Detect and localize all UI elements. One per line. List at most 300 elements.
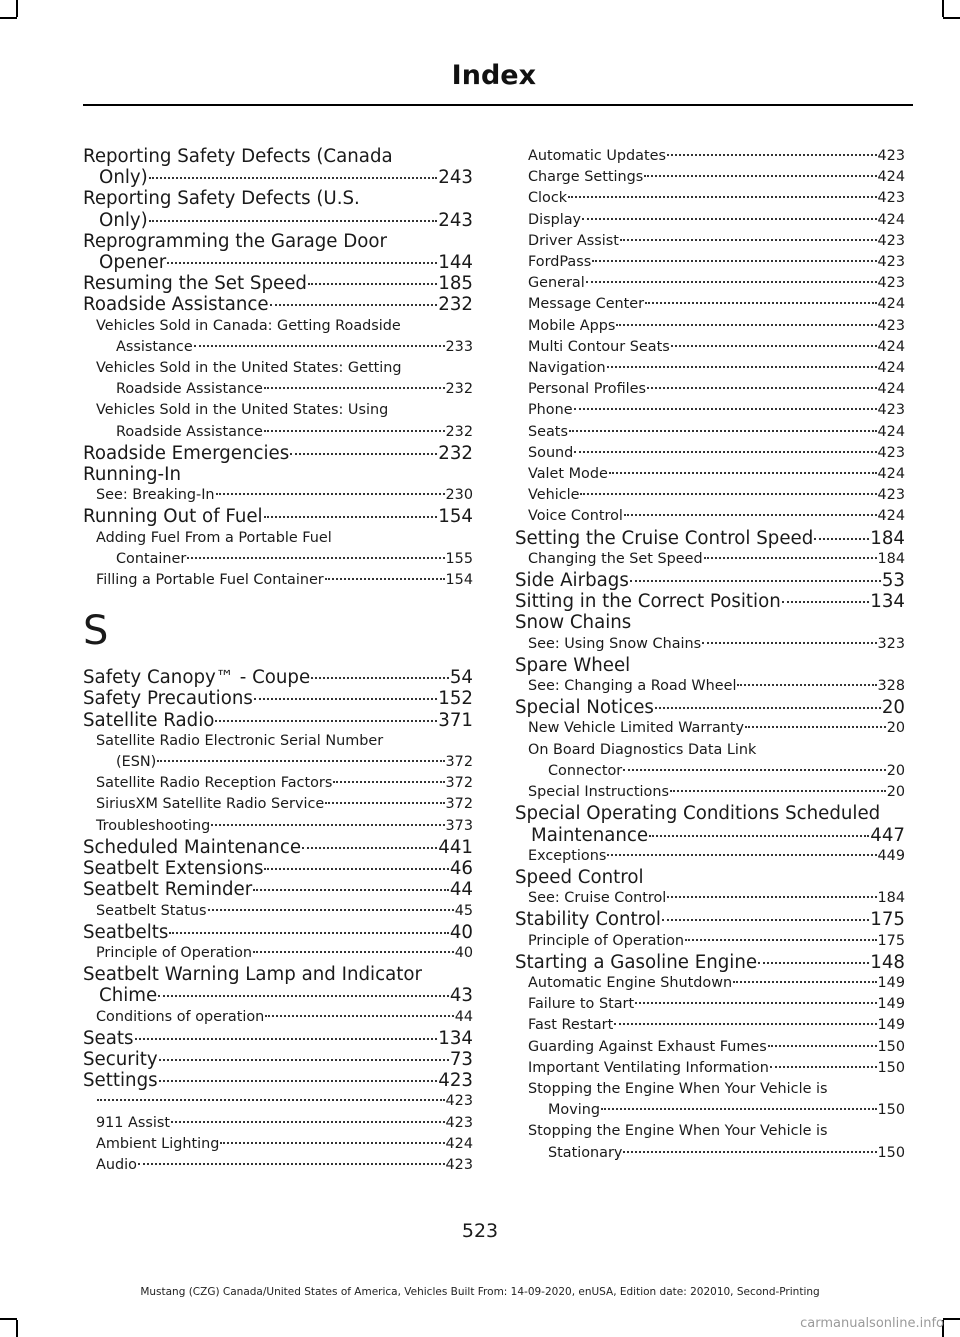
page-reference-link[interactable]: 150	[877, 1038, 905, 1055]
page-reference-link[interactable]: 424	[445, 1135, 473, 1152]
entry-label: New Vehicle Limited Warranty	[528, 720, 745, 737]
index-subentry[interactable]	[528, 464, 905, 485]
index-subentry[interactable]	[528, 846, 905, 867]
page-reference-link[interactable]: 423	[877, 402, 905, 419]
page-reference-link[interactable]: 373	[445, 817, 473, 834]
page-title: Index	[451, 60, 536, 91]
index-subentry[interactable]	[528, 231, 905, 252]
page-reference-link[interactable]: 423	[877, 232, 905, 249]
index-subentry[interactable]	[96, 528, 473, 570]
entry-label: Safety Canopy™ - Coupe	[83, 667, 311, 689]
index-subentry[interactable]	[528, 1015, 905, 1036]
entry-label: Container	[116, 550, 187, 567]
entry-label: Settings	[83, 1070, 158, 1092]
index-entry[interactable]	[83, 1070, 473, 1091]
page-reference-link[interactable]: 134	[870, 591, 905, 613]
index-entry[interactable]	[83, 688, 473, 709]
dot-leader	[667, 154, 877, 156]
page-reference-link[interactable]: 424	[877, 211, 905, 228]
dot-leader	[574, 408, 877, 410]
dot-leader	[704, 557, 877, 559]
index-subentry[interactable]	[528, 1079, 905, 1121]
entry-label: Navigation	[528, 360, 606, 377]
index-subentry[interactable]	[528, 1037, 905, 1058]
page-reference-link[interactable]: 423	[877, 487, 905, 504]
entry-text-line: On Board Diagnostics Data Link	[528, 741, 757, 758]
page-reference-link[interactable]: 184	[877, 550, 905, 567]
page-reference-link[interactable]: 150	[877, 1059, 905, 1076]
entry-label: Running Out of Fuel	[83, 506, 263, 528]
entry-label: SiriusXM Satellite Radio Service	[96, 796, 325, 813]
dot-leader	[645, 302, 876, 304]
page-reference-link[interactable]: 423	[445, 1093, 473, 1110]
entry-label: Seatbelt Status	[96, 902, 207, 919]
dot-leader	[253, 951, 454, 953]
page-reference-link[interactable]: 154	[445, 572, 473, 589]
index-entry[interactable]	[83, 1028, 473, 1049]
index-entry[interactable]	[83, 922, 473, 943]
index-subentry[interactable]	[528, 676, 905, 697]
entry-label: (ESN)	[116, 754, 157, 771]
dot-leader	[733, 981, 876, 983]
entry-label: Special Instructions	[528, 784, 669, 801]
index-subentry[interactable]	[528, 740, 905, 782]
page-reference-link[interactable]: 232	[438, 294, 473, 316]
entry-label: Display	[528, 211, 582, 228]
index-subentry[interactable]	[528, 379, 905, 400]
page-reference-link[interactable]: 328	[877, 678, 905, 695]
page-reference-link[interactable]: 424	[877, 423, 905, 440]
index-entry[interactable]	[515, 803, 905, 845]
index-subentry[interactable]	[528, 188, 905, 209]
edition-info: Mustang (CZG) Canada/United States of America, Vehicles Built From: 14-09-2020, enUSA, Edition date: 202010, Second-Printing	[140, 1286, 820, 1298]
entry-label: Failure to Start	[528, 996, 635, 1013]
dot-leader	[211, 824, 444, 826]
dot-leader	[574, 451, 876, 453]
index-entry[interactable]	[515, 570, 905, 591]
index-subentry[interactable]	[528, 485, 905, 506]
dot-leader	[149, 220, 438, 222]
index-subentry[interactable]	[96, 773, 473, 794]
dot-leader	[614, 1023, 876, 1025]
index-entry[interactable]	[83, 273, 473, 294]
dot-leader	[254, 698, 437, 700]
entry-label: Roadside Assistance	[83, 294, 269, 316]
entry-label: Running-In	[83, 464, 181, 486]
index-subentry[interactable]	[96, 1113, 473, 1134]
page-reference-link[interactable]: 371	[438, 709, 473, 731]
index-entry[interactable]	[83, 146, 473, 188]
dot-leader	[264, 516, 438, 518]
page-reference-link[interactable]: 423	[877, 275, 905, 292]
page-reference-link[interactable]: 423	[877, 254, 905, 271]
page-reference-link[interactable]: 148	[870, 951, 905, 973]
page-reference-link[interactable]: 185	[438, 273, 473, 295]
page-reference-link[interactable]: 20	[886, 784, 905, 801]
entry-label: Starting a Gasoline Engine	[515, 951, 758, 973]
entry-label: Filling a Portable Fuel Container	[96, 572, 324, 589]
dot-leader	[768, 1045, 877, 1047]
index-subentry[interactable]	[96, 901, 473, 922]
index-subentry[interactable]	[96, 358, 473, 400]
watermark: carmanualsonline.info	[800, 1316, 944, 1331]
index-subentry[interactable]	[528, 146, 905, 167]
page-reference-link[interactable]: 44	[454, 1008, 473, 1025]
dot-leader	[302, 847, 437, 849]
page-reference-link[interactable]: 233	[445, 338, 473, 355]
entry-label: Seats	[528, 423, 568, 440]
entry-text-line: Stopping the Engine When Your Vehicle is	[528, 1123, 828, 1140]
page-number: 523	[461, 1220, 499, 1242]
index-entry[interactable]	[515, 697, 905, 718]
page-reference-link[interactable]: 243	[438, 209, 473, 231]
entry-label: Mobile Apps	[528, 317, 616, 334]
dot-leader	[580, 493, 876, 495]
entry-label: See: Using Snow Chains	[528, 635, 702, 652]
page-reference-link[interactable]: 423	[877, 148, 905, 164]
page-reference-link[interactable]: 423	[877, 190, 905, 207]
index-entry[interactable]	[83, 667, 473, 688]
index-entry[interactable]	[83, 464, 473, 485]
page-reference-link[interactable]: 40	[454, 944, 473, 961]
page-reference-link[interactable]: 424	[877, 360, 905, 377]
dot-leader	[157, 760, 444, 762]
entry-label: Scheduled Maintenance	[83, 836, 302, 858]
dot-leader	[620, 239, 877, 241]
entry-label: Clock	[528, 190, 568, 207]
dot-leader	[758, 962, 869, 964]
entry-label: Personal Profiles	[528, 381, 646, 398]
dot-leader	[623, 769, 885, 771]
entry-label: Changing the Set Speed	[528, 550, 703, 567]
page-reference-link[interactable]: 424	[877, 381, 905, 398]
entry-label: Setting the Cruise Control Speed	[515, 527, 814, 549]
entry-label: Moving	[548, 1102, 600, 1119]
page-reference-link[interactable]: 20	[886, 720, 905, 737]
page-reference-link[interactable]: 372	[445, 775, 473, 792]
index-entry[interactable]	[515, 612, 905, 633]
entry-label: Speed Control	[515, 866, 644, 888]
page-reference-link[interactable]: 53	[881, 570, 905, 592]
entry-label: Stationary	[548, 1144, 623, 1161]
entry-label: Multi Contour Seats	[528, 338, 670, 355]
index-subentry[interactable]	[528, 1121, 905, 1163]
dot-leader	[616, 324, 876, 326]
entry-label: Ambient Lighting	[96, 1135, 220, 1152]
dot-leader	[662, 919, 869, 921]
page-reference-link[interactable]: 372	[445, 754, 473, 771]
entry-label: Troubleshooting	[96, 817, 211, 834]
index-subentry[interactable]	[96, 731, 473, 773]
page-reference-link[interactable]: 449	[877, 847, 905, 864]
index-entry[interactable]	[83, 1049, 473, 1070]
page-reference-link[interactable]: 149	[877, 974, 905, 991]
entry-label: Fast Restart	[528, 1017, 614, 1034]
index-subentry[interactable]	[528, 273, 905, 294]
dot-leader	[135, 1038, 438, 1040]
entry-label: General	[528, 275, 585, 292]
entry-label: See: Breaking-In	[96, 487, 215, 504]
index-subentry[interactable]	[96, 1091, 473, 1112]
page-reference-link[interactable]: 154	[438, 506, 473, 528]
index-subentry[interactable]	[96, 943, 473, 964]
index-subentry[interactable]	[528, 931, 905, 952]
section-letter: S	[83, 608, 109, 655]
page-reference-link[interactable]: 144	[438, 252, 473, 274]
index-subentry[interactable]	[96, 485, 473, 506]
index-subentry[interactable]	[528, 422, 905, 443]
entry-label: Side Airbags	[515, 570, 629, 592]
page-reference-link[interactable]: 43	[449, 985, 473, 1007]
dot-leader	[220, 1142, 444, 1144]
entry-text-line: Reporting Safety Defects (Canada	[83, 146, 393, 167]
index-subentry[interactable]	[96, 316, 473, 358]
entry-label: Valet Mode	[528, 466, 608, 483]
page-reference-link[interactable]: 424	[877, 296, 905, 313]
crop-mark-bottom-left-h	[0, 1318, 17, 1320]
index-subentry[interactable]	[528, 167, 905, 188]
dot-leader	[159, 1059, 449, 1061]
dot-leader	[325, 578, 445, 580]
dot-leader	[264, 868, 448, 870]
page-reference-link[interactable]: 134	[438, 1027, 473, 1049]
page-reference-link[interactable]: 184	[877, 890, 905, 907]
entry-label: Seatbelt Reminder	[83, 879, 253, 901]
dot-leader	[745, 726, 886, 728]
dot-leader	[569, 430, 877, 432]
page-reference-link[interactable]: 243	[438, 167, 473, 189]
index-subentry[interactable]	[96, 1155, 473, 1176]
entry-label: Principle of Operation	[528, 932, 684, 949]
page-reference-link[interactable]: 424	[877, 338, 905, 355]
entry-label: Seats	[83, 1027, 134, 1049]
index-subentry[interactable]	[528, 337, 905, 358]
dot-leader	[325, 802, 444, 804]
page-reference-link[interactable]: 423	[438, 1070, 473, 1092]
page-reference-link[interactable]: 44	[449, 879, 473, 901]
page-reference-link[interactable]: 447	[870, 824, 905, 846]
page-reference-link[interactable]: 441	[438, 836, 473, 858]
index-entry[interactable]	[515, 909, 905, 930]
index-subentry[interactable]	[528, 1058, 905, 1079]
entry-label: Roadside Emergencies	[83, 442, 290, 464]
index-subentry[interactable]	[528, 994, 905, 1015]
dot-leader	[97, 1099, 445, 1101]
dot-leader	[737, 684, 876, 686]
index-entry[interactable]	[83, 294, 473, 315]
index-subentry[interactable]	[96, 570, 473, 591]
dot-leader	[782, 601, 870, 603]
header-divider	[83, 104, 913, 106]
index-subentry[interactable]	[528, 634, 905, 655]
entry-label: Chime	[99, 985, 158, 1007]
dot-leader	[171, 1121, 445, 1123]
dot-leader	[649, 835, 869, 837]
page-reference-link[interactable]: 150	[877, 1102, 905, 1119]
index-subentry[interactable]	[528, 782, 905, 803]
dot-leader	[592, 260, 876, 262]
page-reference-link[interactable]: 152	[438, 688, 473, 710]
page-reference-link[interactable]: 149	[877, 1017, 905, 1034]
entry-label: Opener	[99, 252, 167, 274]
entry-label: Automatic Engine Shutdown	[528, 974, 733, 991]
page-reference-link[interactable]: 423	[877, 444, 905, 461]
page-reference-link[interactable]: 175	[877, 932, 905, 949]
index-subentry[interactable]	[528, 358, 905, 379]
entry-label: Message Center	[528, 296, 645, 313]
entry-label: Security	[83, 1048, 158, 1070]
index-entry[interactable]	[83, 231, 473, 273]
index-subentry[interactable]	[528, 210, 905, 231]
index-subentry[interactable]	[528, 443, 905, 464]
entry-label: See: Cruise Control	[528, 890, 667, 907]
page-reference-link[interactable]: 232	[438, 442, 473, 464]
page-reference-link[interactable]: 232	[445, 381, 473, 398]
dot-leader	[623, 1151, 876, 1153]
entry-label: 911 Assist	[96, 1114, 171, 1131]
index-subentry[interactable]	[96, 1134, 473, 1155]
dot-leader	[311, 677, 449, 679]
index-subentry[interactable]	[528, 316, 905, 337]
page-reference-link[interactable]: 150	[877, 1144, 905, 1161]
index-entry[interactable]	[83, 879, 473, 900]
page-reference-link[interactable]: 184	[870, 527, 905, 549]
page-reference-link[interactable]: 423	[877, 317, 905, 334]
entry-label: Principle of Operation	[96, 944, 252, 961]
dot-leader	[770, 1066, 877, 1068]
entry-label: Driver Assist	[528, 232, 619, 249]
dot-leader	[702, 642, 876, 644]
entry-text-line: Seatbelt Warning Lamp and Indicator	[83, 964, 422, 986]
page-reference-link[interactable]: 424	[877, 508, 905, 525]
index-entry[interactable]	[515, 591, 905, 612]
index-entry[interactable]	[515, 867, 905, 888]
entry-text-line: Adding Fuel From a Portable Fuel	[96, 529, 332, 546]
entry-label: Assistance	[116, 338, 193, 355]
entry-label: Voice Control	[528, 508, 623, 525]
dot-leader	[264, 430, 445, 432]
dot-leader	[333, 781, 444, 783]
index-entry[interactable]	[515, 528, 905, 549]
index-entry[interactable]	[83, 443, 473, 464]
crop-mark-top-left-v	[16, 0, 18, 17]
dot-leader	[670, 790, 886, 792]
dot-leader	[655, 707, 881, 709]
entry-text-line: Stopping the Engine When Your Vehicle is	[528, 1080, 828, 1097]
entry-text-line: Vehicles Sold in the United States: Using	[96, 402, 389, 419]
entry-label: FordPass	[528, 254, 592, 271]
page-reference-link[interactable]: 155	[445, 550, 473, 567]
index-subentry[interactable]	[528, 294, 905, 315]
entry-label: Seatbelt Extensions	[83, 858, 264, 880]
index-entry[interactable]	[83, 188, 473, 230]
index-entry[interactable]	[83, 710, 473, 731]
dot-leader	[582, 218, 876, 220]
index-entry[interactable]	[515, 952, 905, 973]
page-reference-link[interactable]: 175	[870, 909, 905, 931]
page-reference-link[interactable]: 230	[445, 487, 473, 504]
page-reference-link[interactable]: 20	[886, 762, 905, 779]
dot-leader	[169, 932, 448, 934]
index-entry[interactable]	[83, 506, 473, 527]
index-subentry[interactable]	[96, 794, 473, 815]
page-reference-link[interactable]: 323	[877, 635, 905, 652]
index-entry[interactable]	[515, 655, 905, 676]
crop-mark-bottom-right-h	[943, 1318, 960, 1320]
entry-text-line: Vehicles Sold in the United States: Getting	[96, 360, 402, 377]
entry-label: Charge Settings	[528, 169, 644, 186]
dot-leader	[270, 304, 438, 306]
entry-text-line: Reporting Safety Defects (U.S.	[83, 188, 360, 210]
index-subentry[interactable]	[528, 549, 905, 570]
index-entry[interactable]	[83, 858, 473, 879]
dot-leader	[187, 557, 444, 559]
page-reference-link[interactable]: 372	[445, 796, 473, 813]
entry-label: Exceptions	[528, 847, 607, 864]
entry-label: Automatic Updates	[528, 148, 666, 164]
dot-leader	[264, 387, 445, 389]
index-subentry[interactable]	[96, 400, 473, 442]
dot-leader	[667, 896, 876, 898]
index-subentry[interactable]	[528, 506, 905, 527]
page-reference-link[interactable]: 232	[445, 423, 473, 440]
entry-label: Phone	[528, 402, 573, 419]
dot-leader	[635, 1002, 876, 1004]
dot-leader	[159, 1080, 438, 1082]
dot-leader	[814, 538, 869, 540]
page-reference-link[interactable]: 45	[454, 902, 473, 919]
dot-leader	[253, 889, 449, 891]
page-reference-link[interactable]: 54	[449, 667, 473, 689]
dot-leader	[630, 580, 881, 582]
entry-label: Special Notices	[515, 697, 654, 719]
crop-mark-bottom-left-v	[16, 1320, 18, 1337]
entry-label: Vehicle	[528, 487, 580, 504]
index-entry[interactable]	[83, 837, 473, 858]
dot-leader	[624, 514, 877, 516]
page-reference-link[interactable]: 423	[445, 1156, 473, 1173]
page-reference-link[interactable]: 46	[449, 858, 473, 880]
page-reference-link[interactable]: 423	[445, 1114, 473, 1131]
index-subentry[interactable]	[528, 973, 905, 994]
index-entry[interactable]	[83, 964, 473, 1006]
dot-leader	[208, 909, 454, 911]
page-reference-link[interactable]: 73	[449, 1048, 473, 1070]
page-reference-link[interactable]: 149	[877, 996, 905, 1013]
entry-label: Satellite Radio Reception Factors	[96, 775, 333, 792]
page-reference-link[interactable]: 424	[877, 466, 905, 483]
dot-leader	[568, 196, 876, 198]
entry-label: Guarding Against Exhaust Fumes	[528, 1038, 767, 1055]
entry-text-line: Vehicles Sold in Canada: Getting Roadside	[96, 317, 401, 334]
entry-label: Resuming the Set Speed	[83, 273, 307, 295]
index-subentry[interactable]	[528, 252, 905, 273]
entry-label: Connector	[548, 762, 623, 779]
index-subentry[interactable]	[96, 816, 473, 837]
index-column-left	[83, 146, 473, 1176]
index-subentry[interactable]	[528, 888, 905, 909]
page-reference-link[interactable]: 40	[449, 921, 473, 943]
entry-label: Seatbelts	[83, 921, 169, 943]
dot-leader	[149, 177, 438, 179]
index-subentry[interactable]	[528, 718, 905, 739]
entry-label: Stability Control	[515, 909, 661, 931]
dot-leader	[601, 1108, 877, 1110]
index-subentry[interactable]	[96, 1007, 473, 1028]
page-reference-link[interactable]: 424	[877, 169, 905, 186]
index-subentry[interactable]	[528, 400, 905, 421]
page-reference-link[interactable]: 20	[881, 697, 905, 719]
